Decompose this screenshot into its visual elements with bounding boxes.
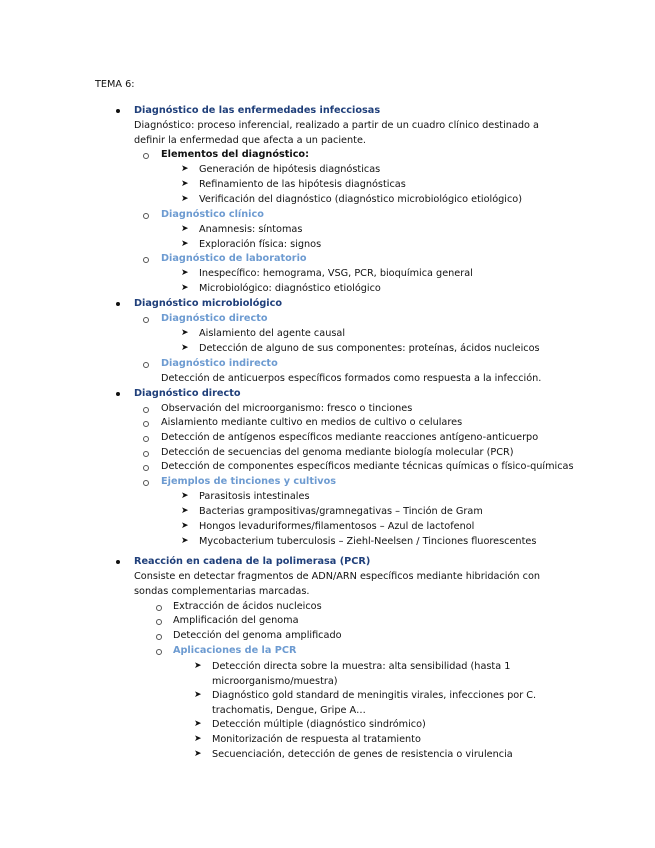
list-item-continuation: microorganismo/muestra) — [212, 676, 338, 687]
bullet-circle — [143, 362, 149, 368]
bullet-circle — [143, 480, 149, 486]
subheading-elementos: Elementos del diagnóstico: — [161, 149, 309, 160]
subheading-directo: Diagnóstico directo — [161, 313, 268, 324]
page-title: TEMA 6: — [95, 79, 135, 90]
arrow-bullet-icon: ➤ — [181, 506, 189, 516]
heading-diagnostico-directo: Diagnóstico directo — [134, 388, 241, 399]
list-item: Extracción de ácidos nucleicos — [173, 601, 322, 612]
list-item: Verificación del diagnóstico (diagnóstico microbiológico etiológico) — [199, 194, 523, 205]
arrow-bullet-icon: ➤ — [181, 224, 189, 234]
arrow-bullet-icon: ➤ — [181, 328, 189, 338]
list-item: Parasitosis intestinales — [199, 491, 310, 502]
arrow-bullet-icon: ➤ — [194, 734, 202, 744]
arrow-bullet-icon: ➤ — [181, 521, 189, 531]
arrow-bullet-icon: ➤ — [181, 179, 189, 189]
list-item: Monitorización de respuesta al tratamiento — [212, 734, 421, 745]
list-item: Microbiológico: diagnóstico etiológico — [199, 283, 381, 294]
bullet-circle — [156, 649, 162, 655]
arrow-bullet-icon: ➤ — [194, 661, 202, 671]
arrow-bullet-icon: ➤ — [181, 268, 189, 278]
subheading-ejemplos: Ejemplos de tinciones y cultivos — [161, 476, 337, 487]
list-item: Secuenciación, detección de genes de resistencia o virulencia — [212, 749, 513, 760]
subheading-indirecto: Diagnóstico indirecto — [161, 358, 278, 369]
list-item: Inespecífico: hemograma, VSG, PCR, bioquímica general — [199, 268, 473, 279]
list-item: Exploración física: signos — [199, 239, 322, 250]
list-item: Detección del genoma amplificado — [173, 630, 342, 641]
bullet-circle — [143, 421, 149, 427]
list-item: Mycobacterium tuberculosis – Ziehl-Neelsen / Tinciones fluorescentes — [199, 536, 537, 547]
arrow-bullet-icon: ➤ — [181, 164, 189, 174]
arrow-bullet-icon: ➤ — [181, 491, 189, 501]
heading-pcr: Reacción en cadena de la polimerasa (PCR) — [134, 556, 371, 567]
list-item: Detección de antígenos específicos mediante reacciones antígeno-anticuerpo — [161, 432, 539, 443]
bullet-dot — [116, 109, 120, 113]
bullet-circle — [143, 317, 149, 323]
list-item: Detección de alguno de sus componentes: proteínas, ácidos nucleicos — [199, 343, 540, 354]
heading-diagnostico-microbiologico: Diagnóstico microbiológico — [134, 298, 283, 309]
bullet-circle — [143, 465, 149, 471]
subheading-aplicaciones: Aplicaciones de la PCR — [173, 645, 297, 656]
bullet-circle — [143, 257, 149, 263]
bullet-dot — [116, 392, 120, 396]
paragraph-line: sondas complementarias marcadas. — [134, 586, 310, 597]
arrow-bullet-icon: ➤ — [194, 719, 202, 729]
paragraph-line: Consiste en detectar fragmentos de ADN/ARN específicos mediante hibridación con — [134, 571, 541, 582]
arrow-bullet-icon: ➤ — [181, 239, 189, 249]
bullet-dot — [116, 560, 120, 564]
subheading-clinico: Diagnóstico clínico — [161, 209, 264, 220]
list-item: Detección múltiple (diagnóstico sindrómico) — [212, 719, 426, 730]
list-item: Hongos levaduriformes/filamentosos – Azul de lactofenol — [199, 521, 475, 532]
arrow-bullet-icon: ➤ — [181, 194, 189, 204]
arrow-bullet-icon: ➤ — [194, 749, 202, 759]
bullet-circle — [143, 436, 149, 442]
bullet-circle — [143, 153, 149, 159]
list-item: Detección de componentes específicos mediante técnicas químicas o físico-químicas — [161, 461, 574, 472]
list-item: Detección directa sobre la muestra: alta sensibilidad (hasta 1 — [212, 661, 511, 672]
list-item: Diagnóstico gold standard de meningitis virales, infecciones por C. — [212, 690, 537, 701]
list-item-continuation: trachomatis, Dengue, Gripe A… — [212, 705, 366, 716]
list-item: Anamnesis: síntomas — [199, 224, 303, 235]
list-item: Aislamiento del agente causal — [199, 328, 346, 339]
paragraph-line: Diagnóstico: proceso inferencial, realizado a partir de un cuadro clínico destinado a — [134, 120, 539, 131]
list-item: Aislamiento mediante cultivo en medios de cultivo o celulares — [161, 417, 463, 428]
bullet-dot — [116, 302, 120, 306]
subheading-laboratorio: Diagnóstico de laboratorio — [161, 253, 307, 264]
list-item: Amplificación del genoma — [173, 615, 299, 626]
bullet-circle — [143, 407, 149, 413]
bullet-circle — [156, 619, 162, 625]
list-item: Detección de secuencias del genoma mediante biología molecular (PCR) — [161, 447, 514, 458]
paragraph-line: definir la enfermedad que afecta a un paciente. — [134, 135, 366, 146]
heading-diagnostico-enfermedades: Diagnóstico de las enfermedades infecciosas — [134, 105, 381, 116]
bullet-circle — [143, 451, 149, 457]
list-item: Refinamiento de las hipótesis diagnósticas — [199, 179, 406, 190]
arrow-bullet-icon: ➤ — [194, 690, 202, 700]
arrow-bullet-icon: ➤ — [181, 343, 189, 353]
list-item: Observación del microorganismo: fresco o tinciones — [161, 403, 413, 414]
bullet-circle — [156, 605, 162, 611]
paragraph-line: Detección de anticuerpos específicos formados como respuesta a la infección. — [161, 373, 542, 384]
bullet-circle — [156, 634, 162, 640]
bullet-circle — [143, 213, 149, 219]
list-item: Bacterias grampositivas/gramnegativas – Tinción de Gram — [199, 506, 483, 517]
arrow-bullet-icon: ➤ — [181, 283, 189, 293]
arrow-bullet-icon: ➤ — [181, 536, 189, 546]
list-item: Generación de hipótesis diagnósticas — [199, 164, 381, 175]
